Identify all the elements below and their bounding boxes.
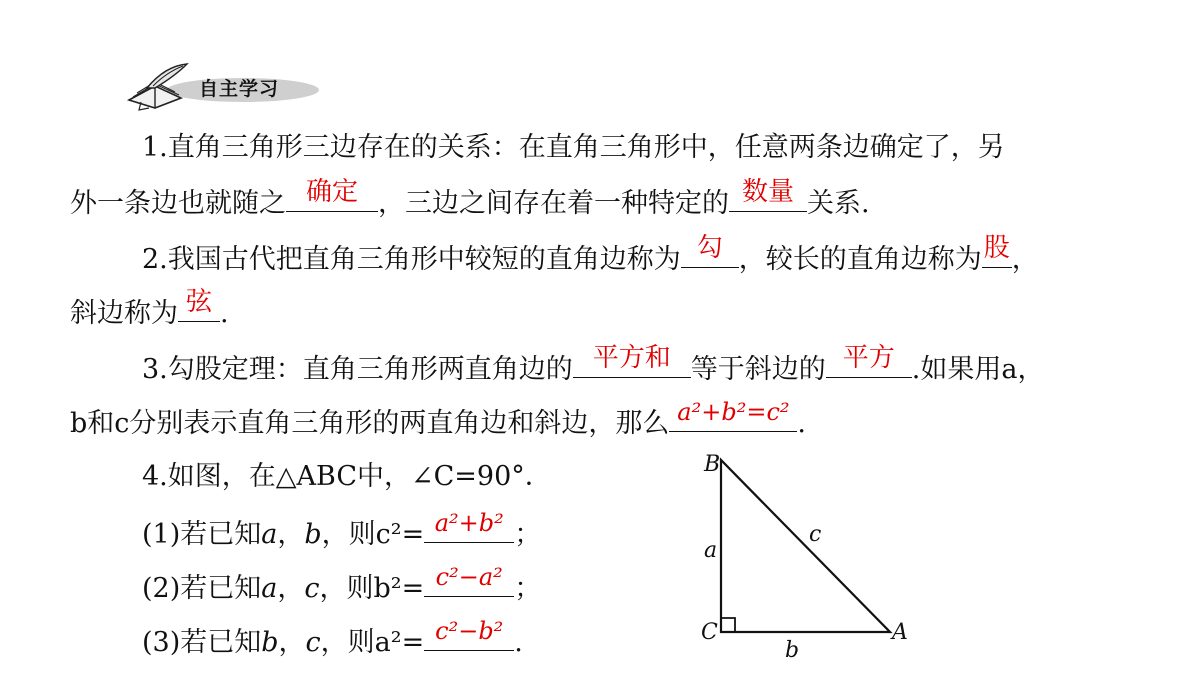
triangle-shape [721, 460, 890, 632]
q2-blank-3 [178, 287, 220, 322]
section-header-badge [125, 62, 320, 112]
q2-blank-1 [681, 233, 739, 268]
q4-part2: (2)若已知a，c，则b²= c²−a² ； [142, 563, 542, 604]
q3-answer-1: 平方和 [592, 343, 671, 373]
vertex-label-a: A [892, 620, 908, 645]
q4-blank-2 [424, 563, 514, 597]
q2-blank-2 [982, 233, 1012, 268]
q3-answer-3: a²+b²=c² [677, 398, 790, 426]
right-triangle-figure [695, 450, 925, 665]
q3-blank-3 [669, 398, 797, 432]
q2-answer-1: 勾 [696, 233, 723, 263]
side-label-c: c [809, 522, 822, 547]
vertex-label-c: C [701, 620, 718, 645]
q3-blank-1 [573, 343, 691, 378]
triangle-diagram [695, 450, 925, 665]
q3-blank-2 [826, 343, 912, 378]
q4-part1: (1)若已知a，b，则c²= a²+b² ； [142, 509, 542, 550]
q3-line1: 3.勾股定理：直角三角形两直角边的 平方和 等于斜边的 平方 .如果用a， [142, 343, 1045, 385]
q1-line2: 外一条边也就随之 确定 ，三边之间存在着一种特定的 数量 关系. [70, 177, 870, 219]
q2-answer-2: 股 [983, 233, 1010, 263]
vertex-label-b: B [704, 452, 721, 477]
q2-answer-3: 弦 [185, 287, 213, 317]
q4-blank-3 [424, 617, 514, 651]
q1-answer-1: 确定 [305, 177, 359, 207]
q3-line2: b和c分别表示直角三角形的两直角边和斜边，那么 a²+b²=c² . [70, 398, 806, 439]
q4-answer-2: c²−a² [435, 563, 503, 591]
q4-answer-1: a²+b² [434, 509, 504, 537]
side-label-a: a [704, 538, 718, 563]
q3-answer-2: 平方 [842, 343, 895, 373]
q4-blank-1 [424, 509, 514, 543]
q2-line2: 斜边称为 弦 . [70, 287, 229, 329]
q4-answer-3: c²−b² [435, 617, 504, 645]
q2-line1: 2.我国古代把直角三角形中较短的直角边称为 勾 ，较长的直角边称为 股 ， [142, 233, 1039, 275]
q1-line1: 1.直角三角形三边存在的关系：在直角三角形中，任意两条边确定了，另 [142, 132, 1005, 163]
q4-part3: (3)若已知b，c，则a²= c²−b² . [142, 617, 523, 658]
section-title: 自主学习 [199, 78, 280, 100]
q4-line1: 4.如图，在△ABC中，∠C=90°． [142, 461, 552, 492]
q1-blank-2 [729, 177, 807, 212]
q1-blank-1 [286, 177, 378, 212]
side-label-b: b [785, 638, 800, 663]
q1-answer-2: 数量 [741, 177, 795, 207]
right-angle-mark [721, 618, 735, 632]
